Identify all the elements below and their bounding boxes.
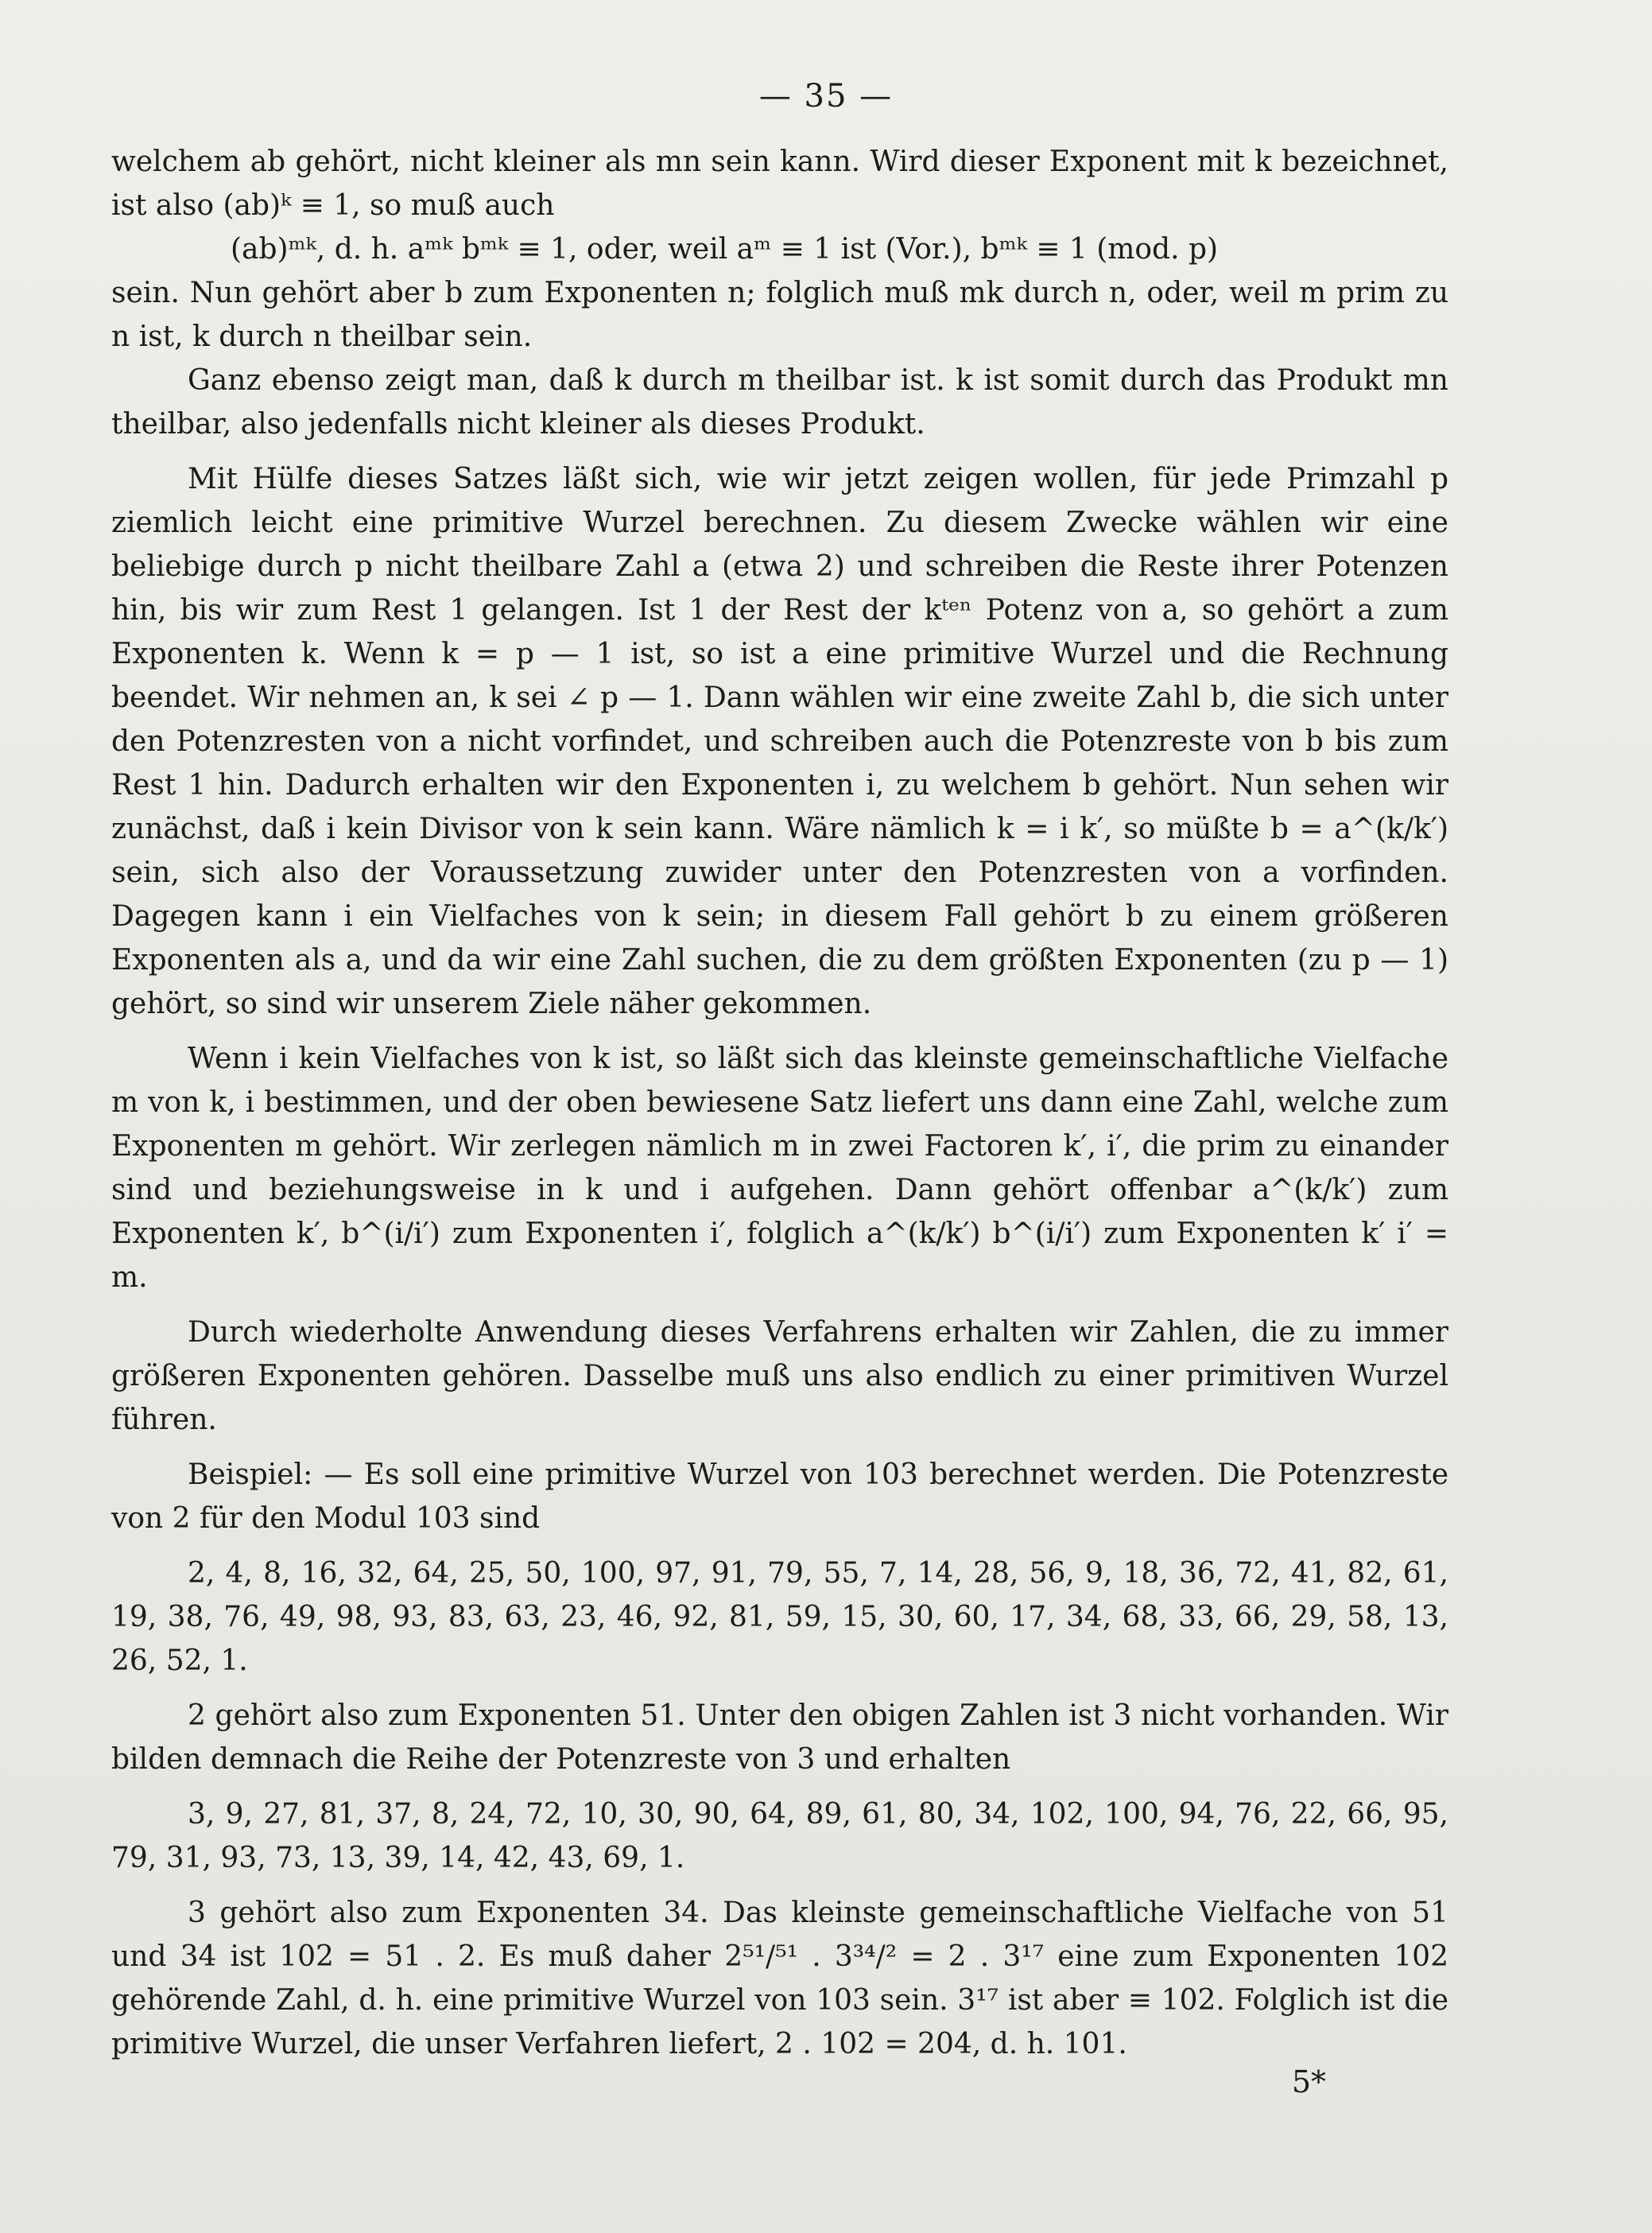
- equation-line: (ab)ᵐᵏ, d. h. aᵐᵏ bᵐᵏ ≡ 1, oder, weil aᵐ ≡ 1 ist (Vor.), bᵐᵏ ≡ 1 (mod. p): [231, 233, 1219, 266]
- text-body: [111, 140, 1448, 2066]
- page-number: — 35 —: [758, 78, 894, 115]
- paragraph-continuation: welchem ab gehört, nicht kleiner als mn sein kann. Wird dieser Exponent mit k bezeichnet, ist also (ab)ᵏ ≡ 1, so muß auch: [111, 146, 1448, 222]
- paragraph-result: 3 gehört also zum Exponenten 34. Das kleinste gemeinschaftliche Vielfache von 51 und 34 ist 102 = 51 . 2. Es muß daher 2⁵¹/⁵¹ . 3³⁴/² = 2 . 3¹⁷ eine zum Exponenten 102 gehörende Zahl, d. h. eine primitive Wurzel von 103 sein. 3¹⁷ ist aber ≡ 102. Folglich ist die primitive Wurzel, die unser Verfahren liefert, 2 . 102 = 204, d. h. 101.: [111, 1897, 1448, 2060]
- paragraph-lcm: Wenn i kein Vielfaches von k ist, so läßt sich das kleinste gemeinschaftliche Vielfache m von k, i bestimmen, und der oben bewiesene Satz liefert uns dann eine Zahl, welche zum Exponenten m gehört. Wir zerlegen nämlich m in zwei Factoren k′, i′, die prim zu einander sind und beziehungsweise in k und i aufgehen. Dann gehört offenbar a^(k/k′) zum Exponenten k′, b^(i/i′) zum Exponenten i′, folglich a^(k/k′) b^(i/i′) zum Exponenten k′ i′ = m.: [111, 1043, 1448, 1294]
- paragraph-example: Beispiel: — Es soll eine primitive Wurzel von 103 berechnet werden. Die Potenzreste von 2 für den Modul 103 sind: [111, 1458, 1448, 1535]
- paragraph-repetition: Durch wiederholte Anwendung dieses Verfahrens erhalten wir Zahlen, die zu immer größeren Exponenten gehören. Dasselbe muß uns also endlich zu einer primitiven Wurzel führen.: [111, 1316, 1448, 1436]
- paragraph-exponent-51: 2 gehört also zum Exponenten 51. Unter den obigen Zahlen ist 3 nicht vorhanden. Wir bilden demnach die Reihe der Potenzreste von 3 und erhalten: [111, 1699, 1448, 1776]
- paragraph-method: Mit Hülfe dieses Satzes läßt sich, wie wir jetzt zeigen wollen, für jede Primzahl p ziemlich leicht eine primitive Wurzel berechnen. Zu diesem Zwecke wählen wir eine beliebige durch p nicht theilbare Zahl a (etwa 2) und schreiben die Reste ihrer Potenzen hin, bis wir zum Rest 1 gelangen. Ist 1 der Rest der kᵗᵉⁿ Potenz von a, so gehört a zum Exponenten k. Wenn k = p — 1 ist, so ist a eine primitive Wurzel und die Rechnung beendet. Wir nehmen an, k sei ∠ p — 1. Dann wählen wir eine zweite Zahl b, die sich unter den Potenzresten von a nicht vorfindet, und schreiben auch die Potenzreste von b bis zum Rest 1 hin. Dadurch erhalten wir den Exponenten i, zu welchem b gehört. Nun sehen wir zunächst, daß i kein Divisor von k sein kann. Wäre nämlich k = i k′, so müßte b = a^(k/k′) sein, sich also der Voraussetzung zuwider unter den Potenzresten von a vorfinden. Dagegen kann i ein Vielfaches von k sein; in diesem Fall gehört b zu einem größeren Exponenten als a, und da wir eine Zahl suchen, die zu dem größten Exponenten (zu p — 1) gehört, so sind wir unserem Ziele näher gekommen.: [111, 463, 1448, 1020]
- paragraph-divisibility: Ganz ebenso zeigt man, daß k durch m theilbar ist. k ist somit durch das Produkt mn theilbar, also jedenfalls nicht kleiner als dieses Produkt.: [111, 364, 1448, 441]
- residues-of-3: 3, 9, 27, 81, 37, 8, 24, 72, 10, 30, 90, 64, 89, 61, 80, 34, 102, 100, 94, 76, 22, 66, 95, 79, 31, 93, 73, 13, 39, 14, 42, 43, 69, 1.: [111, 1798, 1448, 1874]
- signature-mark: 5*: [1291, 2064, 1326, 2099]
- paragraph-conclusion: sein. Nun gehört aber b zum Exponenten n; folglich muß mk durch n, oder, weil m prim zu n ist, k durch n theilbar sein.: [111, 277, 1448, 353]
- residues-of-2: 2, 4, 8, 16, 32, 64, 25, 50, 100, 97, 91, 79, 55, 7, 14, 28, 56, 9, 18, 36, 72, 41, 82, 61, 19, 38, 76, 49, 98, 93, 83, 63, 23, 46, 92, 81, 59, 15, 30, 60, 17, 34, 68, 33, 66, 29, 58, 13, 26, 52, 1.: [111, 1557, 1448, 1677]
